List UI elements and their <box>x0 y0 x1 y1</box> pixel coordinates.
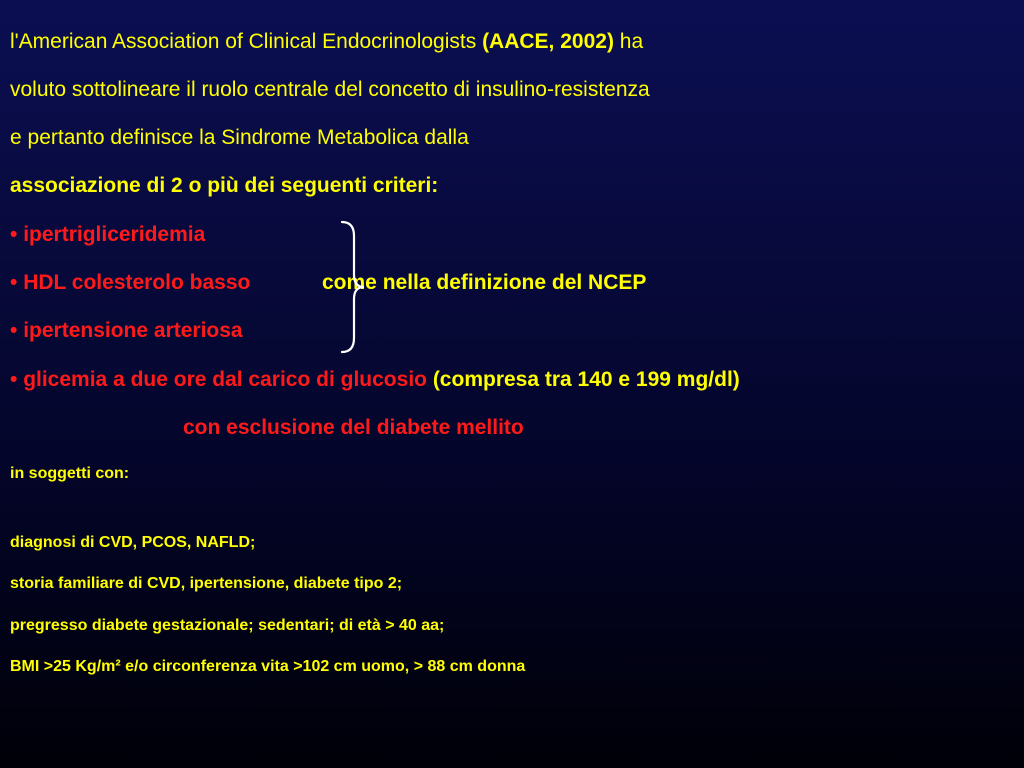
intro-line-4: associazione di 2 o più dei seguenti criteri: <box>10 174 439 197</box>
criterion-4 <box>10 369 740 390</box>
bullet: • <box>10 271 24 294</box>
intro-line-1-bold: (AACE, 2002) <box>482 30 614 53</box>
subject-item: diagnosi di CVD, PCOS, NAFLD; <box>10 534 256 551</box>
criterion-label: ipertrigliceridemia <box>23 223 206 246</box>
intro-line-1 <box>10 31 643 52</box>
right-curly-brace-icon <box>338 220 368 354</box>
subject-item: BMI >25 Kg/m² e/o circonferenza vita >102 cm uomo, > 88 cm donna <box>10 658 526 675</box>
brace-note: come nella definizione del NCEP <box>322 271 647 294</box>
subject-item: storia familiare di CVD, ipertensione, diabete tipo 2; <box>10 575 403 592</box>
criterion-label: ipertensione arteriosa <box>23 319 243 342</box>
criterion-label: glicemia a due ore dal carico di glucosio <box>23 368 427 391</box>
criterion-3 <box>10 320 243 341</box>
exclusion-note: con esclusione del diabete mellito <box>183 416 524 439</box>
criterion-1 <box>10 224 205 245</box>
criterion-2 <box>10 272 250 293</box>
bullet: • <box>10 223 24 246</box>
bullet: • <box>10 368 24 391</box>
intro-line-1-text: l'American Association of Clinical Endocrinologists <box>10 30 483 53</box>
subject-item: pregresso diabete gestazionale; sedentari; di età > 40 aa; <box>10 617 445 634</box>
subjects-heading: in soggetti con: <box>10 465 130 482</box>
criterion-note: (compresa tra 140 e 199 mg/dl) <box>426 368 740 391</box>
intro-line-3: e pertanto definisce la Sindrome Metabolica dalla <box>10 126 469 149</box>
bullet: • <box>10 319 24 342</box>
intro-line-1-end: ha <box>613 30 644 53</box>
criterion-label: HDL colesterolo basso <box>23 271 251 294</box>
intro-line-2: voluto sottolineare il ruolo centrale del concetto di insulino-resistenza <box>10 78 650 101</box>
